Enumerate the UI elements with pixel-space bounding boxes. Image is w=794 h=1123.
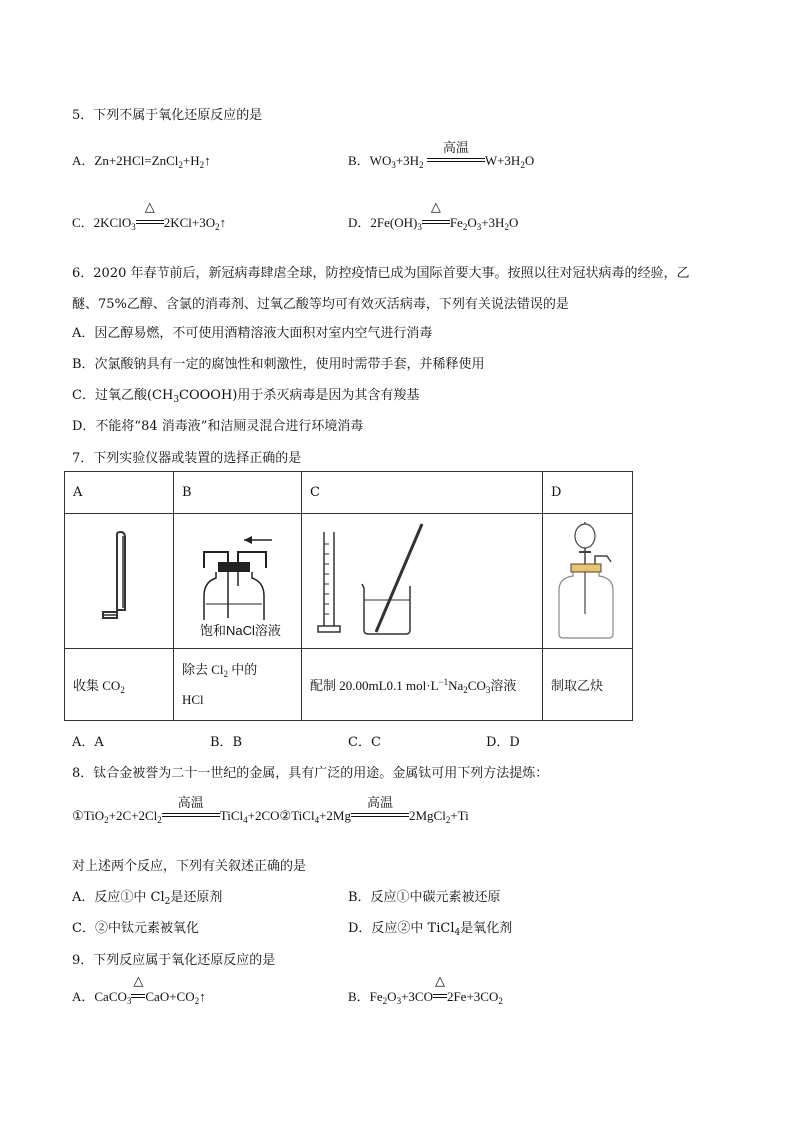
q7-cell-a: 收集 $CO_2$ xyxy=(65,649,174,721)
q6-stem-line1: 6．2020 年春节前后，新冠病毒肆虐全球，防控疫情已成为国际首要大事。按照以往对冠状病毒的经验，乙 xyxy=(72,266,690,281)
q7-b-liquid-label: 饱和NaCl溶液 xyxy=(200,620,281,639)
q6-option-b: B．次氯酸钠具有一定的腐蚀性和刺激性，使用时需带手套，并稀释使用 xyxy=(72,357,485,372)
q5-option-d: D．$2Fe(OH)_3$ △ $Fe_2O_3+3H_2O$ xyxy=(348,199,519,232)
q7-table xyxy=(64,471,633,721)
condition-high-temp: 高温 xyxy=(427,153,485,169)
condition-heat: △ xyxy=(422,215,450,231)
q7-image-b xyxy=(174,514,302,649)
q7-stem: 7．下列实验仪器或装置的选择正确的是 xyxy=(72,451,302,466)
condition-heat: △ xyxy=(136,215,164,231)
q6-stem-line2: 醚、75%乙醇、含氯的消毒剂、过氧乙酸等均可有效灭活病毒，下列有关说法错误的是 xyxy=(72,297,569,312)
q8-reactions: $①TiO_2+2C+2Cl_2$ 高温 TiCl$_4$+2CO②TiCl$_4$+2Mg 高温 2MgCl$_2$+Ti xyxy=(72,795,469,825)
q8-option-d: D．反应②中 TiCl$_4$是氧化剂 xyxy=(348,921,513,938)
condition-high-temp: 高温 xyxy=(162,808,220,824)
q5-stem: 5．下列不属于氧化还原反应的是 xyxy=(72,108,263,123)
q9-option-b: B．$Fe_2O_3+3CO$ △ $2Fe+3CO_2$ xyxy=(348,973,503,1006)
q7-header-c: C xyxy=(302,472,543,514)
q7-image-d xyxy=(543,514,633,649)
acetylene-apparatus-image xyxy=(551,514,623,644)
q9-stem: 9．下列反应属于氧化还原反应的是 xyxy=(72,953,276,968)
cylinder-beaker-image xyxy=(310,514,530,644)
q7-image-c xyxy=(302,514,543,649)
q7-header-d: D xyxy=(543,472,633,514)
condition-heat: △ xyxy=(433,989,447,1005)
q7-header-b: B xyxy=(174,472,302,514)
q7-option-a: A．A xyxy=(72,735,104,750)
condition-high-temp: 高温 xyxy=(351,808,409,824)
condition-heat: △ xyxy=(131,989,145,1005)
q6-option-a: A．因乙醇易燃，不可使用酒精溶液大面积对室内空气进行消毒 xyxy=(72,326,433,341)
q5-option-c: C．2KClO$_3$ △ $2KCl+3O_2↑$ xyxy=(72,199,227,232)
q5-option-a: A．$Zn+2HCl=ZnCl_2+H_2↑$ xyxy=(72,153,211,170)
q6-option-d: D．不能将“84 消毒液”和洁厕灵混合进行环境消毒 xyxy=(72,419,364,434)
q7-option-d: D．D xyxy=(486,735,520,750)
q8-stem: 8．钛合金被誉为二十一世纪的金属，具有广泛的用途。金属钛可用下列方法提炼： xyxy=(72,766,549,781)
q5-option-b: B．$WO_3+3H_2$ 高温 $W+3H_2O$ xyxy=(348,140,535,170)
q9-option-a: A．CaCO$_3$ △ $CaO+CO_2↑$ xyxy=(72,973,206,1006)
q6-option-c: C．过氧乙酸$(CH_3COOOH)$用于杀灭病毒是因为其含有羧基 xyxy=(72,388,420,405)
q7-option-c: C．C xyxy=(348,735,381,750)
q8-question: 对上述两个反应，下列有关叙述正确的是 xyxy=(72,859,307,874)
q7-header-a: A xyxy=(65,472,174,514)
q7-cell-c: 配制 20.00mL0.1 $mol\cdot L^{-1}Na_2CO_3$溶液 xyxy=(302,649,543,721)
bent-tube-image xyxy=(73,514,163,644)
q7-image-a xyxy=(65,514,174,649)
q7-cell-b: 除去 $Cl_2$ 中的 HCl xyxy=(174,649,302,721)
q8-option-a: A．反应①中 $Cl_2$是还原剂 xyxy=(72,890,223,907)
q8-option-c: C．②中钛元素被氧化 xyxy=(72,921,199,936)
q7-cell-d: 制取乙炔 xyxy=(543,649,633,721)
q7-option-b: B．B xyxy=(210,735,243,750)
q8-option-b: B．反应①中碳元素被还原 xyxy=(348,890,501,905)
